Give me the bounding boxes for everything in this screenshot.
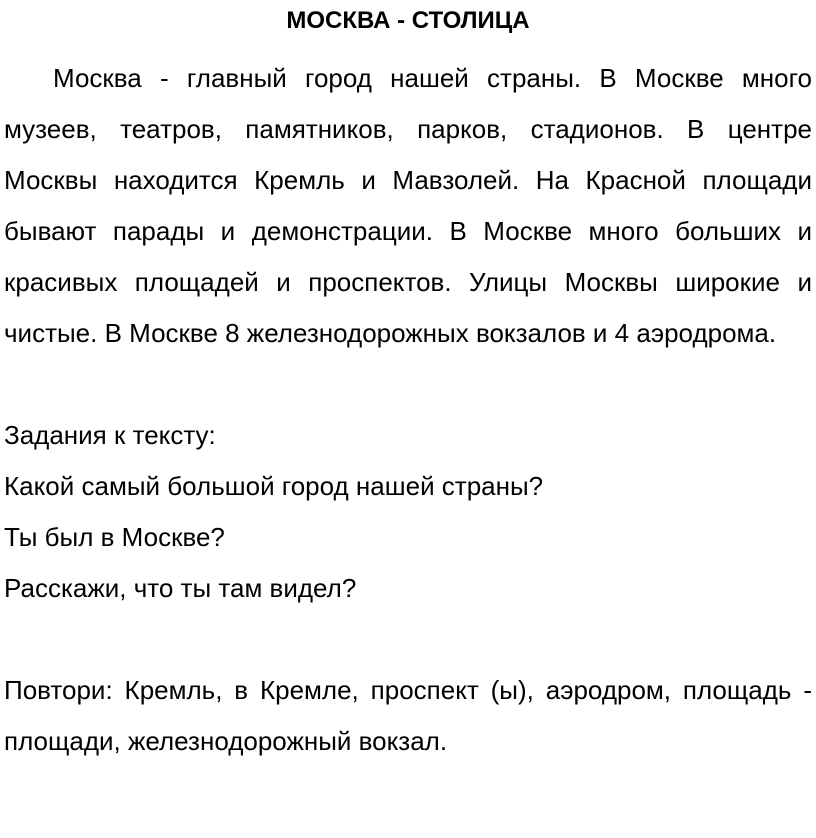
spacer	[4, 359, 812, 410]
question-1: Какой самый большой город нашей страны?	[4, 471, 544, 501]
question-2: Ты был в Москве?	[4, 522, 225, 552]
main-paragraph: Москва - главный город нашей страны. В Москве много музеев, театров, памятников, парков, стадионов. В центре Москвы находится Кремль и Мавзолей. На Красной площади бывают парады и демонстрации. В Москве много больших и красивых площадей и проспектов. Улицы Москвы широкие и чистые. В Москве 8 железнодорожных вокзалов и 4 аэродрома.	[4, 63, 812, 348]
repeat-words: Повтори: Кремль, в Кремле, проспект (ы), аэродром, площадь - площади, железнодорожный вокзал.	[4, 675, 812, 756]
tasks-heading: Задания к тексту:	[4, 420, 216, 450]
spacer	[4, 614, 812, 665]
document-page	[4, 0, 812, 767]
document-title: МОСКВА - СТОЛИЦА	[286, 7, 530, 34]
question-3: Расскажи, что ты там видел?	[4, 573, 357, 603]
